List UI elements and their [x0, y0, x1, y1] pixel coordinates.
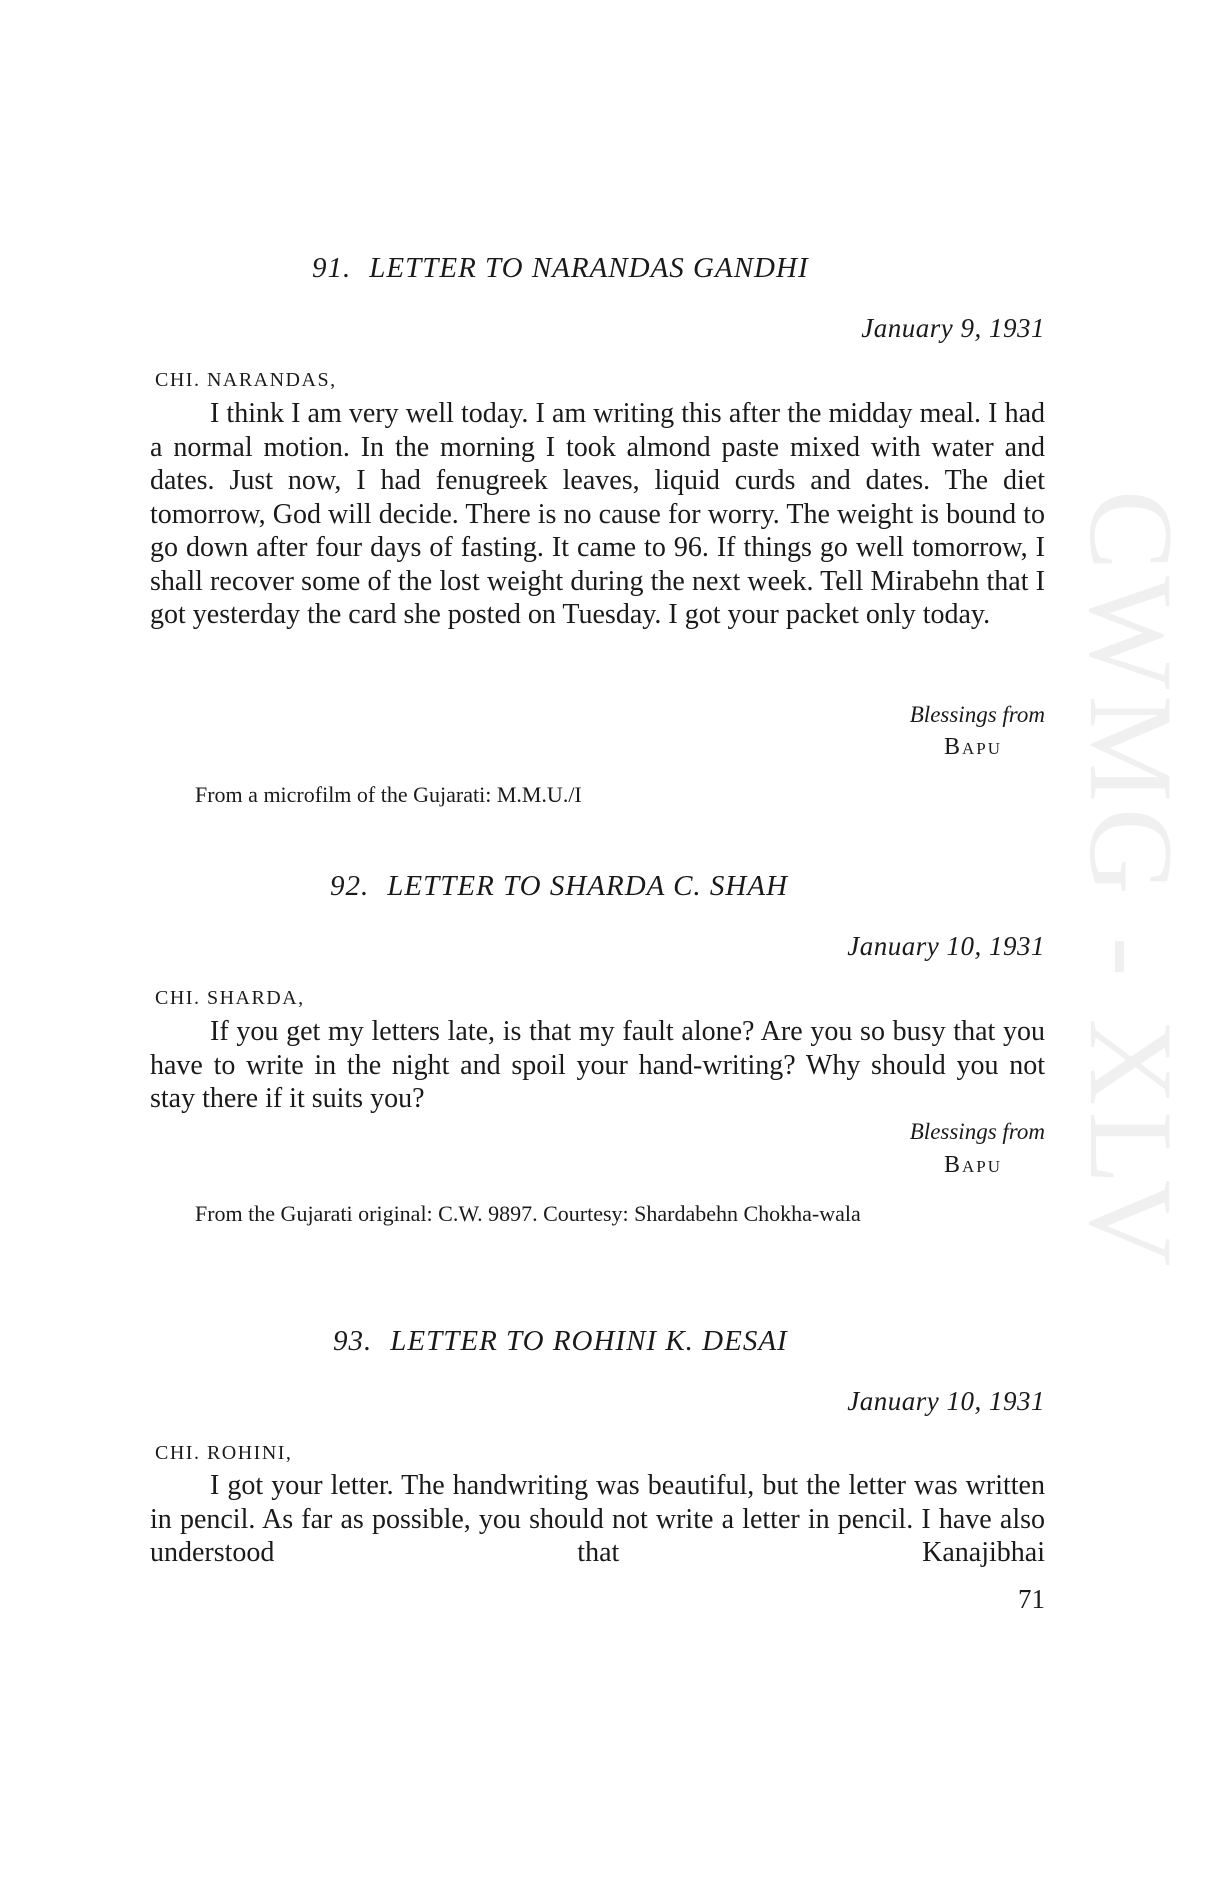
salutation: CHI. SHARDA, — [155, 987, 305, 1009]
letter-paragraph: I got your letter. The handwriting was beautiful, but the letter was written in pencil. As far as possible, you should not write a letter in pencil. I have also understood that Kanajibhai — [150, 1470, 1045, 1568]
source-note — [150, 1197, 1045, 1231]
letter-number: 91. — [312, 252, 352, 284]
letter-date: January 10, 1931 — [847, 931, 1045, 961]
letter-paragraph: If you get my letters late, is that my fault alone? Are you so busy that you have to write in the night and spoil your hand-writing? Why should you not stay there if it suits you? — [150, 1016, 1045, 1114]
source-note — [150, 778, 1045, 812]
letter-paragraph: I think I am very well today. I am writing this after the midday meal. I had a normal motion. In the morning I took almond paste mixed with water and dates. Just now, I had fenugreek leaves, liquid curds and dates. The diet tomorrow, God will decide. There is no cause for worry. The weight is bound to go down after four days of fasting. It came to 96. If things go well tomorrow, I shall recover some of the lost weight during the next week. Tell Mirabehn that I got yesterday the card she posted on Tuesday. I got your packet only today. — [150, 398, 1045, 630]
source-text: From the Gujarati original: C.W. 9897. Courtesy: Shardabehn Chokha-wala — [195, 1201, 861, 1226]
letter-title-text: LETTER TO SHARDA C. SHAH — [387, 870, 789, 902]
letter-title — [333, 1325, 788, 1358]
page-number: 71 — [1018, 1584, 1045, 1614]
signature: Bapu — [943, 1152, 1002, 1178]
salutation: CHI. ROHINI, — [155, 1442, 293, 1464]
letter-body — [150, 1469, 1045, 1570]
letter-date: January 10, 1931 — [847, 1386, 1045, 1416]
letter-title — [330, 870, 788, 903]
source-text: From a microfilm of the Gujarati: M.M.U./I — [195, 782, 582, 807]
letter-title-text: LETTER TO ROHINI K. DESAI — [390, 1325, 788, 1357]
letter-date: January 9, 1931 — [861, 313, 1045, 343]
signature: Bapu — [943, 734, 1002, 760]
letter-number: 93. — [333, 1325, 373, 1357]
letter-body — [150, 397, 1045, 632]
watermark-text: CWMG - XLV — [1065, 490, 1198, 1273]
closing: Blessings from — [909, 702, 1045, 727]
letter-number: 92. — [330, 870, 370, 902]
letter-title — [312, 252, 809, 285]
salutation: CHI. NARANDAS, — [155, 369, 337, 391]
closing: Blessings from — [909, 1119, 1045, 1144]
watermark — [1065, 490, 1200, 1500]
letter-body — [150, 1015, 1045, 1116]
letter-title-text: LETTER TO NARANDAS GANDHI — [369, 252, 809, 284]
